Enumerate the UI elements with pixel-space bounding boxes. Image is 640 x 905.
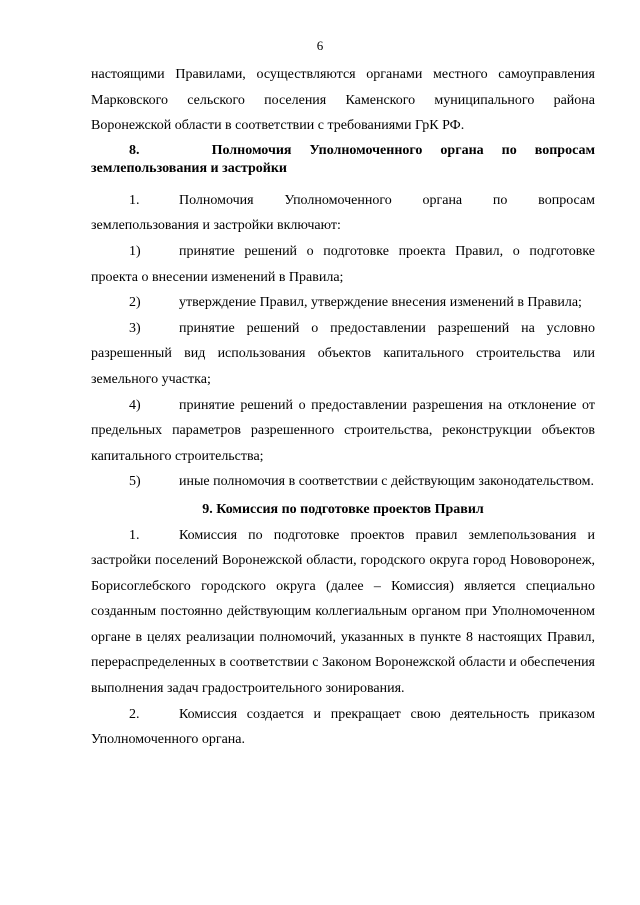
- section-8-paragraph-1: [91, 188, 595, 239]
- list-item: [91, 393, 595, 470]
- list-item-text: принятие решений о предоставлении разрешений на условно разрешенный вид использования объектов капитального строительства или земельного участка;: [91, 320, 595, 387]
- intro-paragraph: настоящими Правилами, осуществляются органами местного самоуправления Марковского сельского поселения Каменского муниципального района Воронежской области в соответствии с требованиями ГрК РФ.: [91, 67, 595, 134]
- list-item: [91, 316, 595, 393]
- list-item-text: утверждение Правил, утверждение внесения изменений в Правила;: [179, 295, 582, 311]
- list-item-number: 5): [129, 474, 141, 490]
- paragraph-number: 2.: [129, 706, 140, 722]
- list-item-number: 3): [129, 320, 141, 336]
- document-body: [91, 62, 595, 753]
- paragraph-text: Полномочия Уполномоченного органа по вопросам землепользования и застройки включают:: [91, 192, 595, 234]
- section-9-paragraph-1: [91, 523, 595, 702]
- list-item-text: принятие решений о предоставлении разрешения на отклонение от предельных параметров разрешенного строительства, реконструкции объектов капитального строительства;: [91, 397, 595, 464]
- spacer: [91, 178, 595, 188]
- list-item: [91, 290, 595, 316]
- paragraph-number: 1.: [129, 527, 140, 543]
- paragraph-text: Комиссия создается и прекращает свою деятельность приказом Уполномоченного органа.: [91, 706, 595, 748]
- list-item-text: иные полномочия в соответствии с действующим законодательством.: [179, 474, 594, 490]
- paragraph-text: Комиссия по подготовке проектов правил землепользования и застройки поселений Воронежской области, городского округа город Нововоронеж, Борисоглебского городского округа (далее – Комиссия) является специально созданным постоянно действующим коллегиальным органом при Уполномоченном органе в целях реализации полномочий, указанных в пункте 8 настоящих Правил, перераспределенных в соответствии с Законом Воронежской области и обеспечения выполнения задач градостроительного зонирования.: [91, 527, 595, 697]
- section-8-heading: 8. Полномочия Уполномоченного органа по вопросам землепользования и застройки: [91, 142, 595, 176]
- list-item: [91, 239, 595, 290]
- section-9-paragraph-2: [91, 702, 595, 753]
- list-item-number: 4): [129, 397, 141, 413]
- section-9-heading: 9. Комиссия по подготовке проектов Правил: [202, 501, 484, 517]
- paragraph-number: 1.: [129, 192, 140, 208]
- list-item: [91, 469, 595, 495]
- list-item-number: 1): [129, 243, 141, 259]
- list-item-number: 2): [129, 295, 141, 311]
- page-number: 6: [316, 38, 324, 53]
- list-item-text: принятие решений о подготовке проекта Правил, о подготовке проекта о внесении изменений в Правила;: [91, 243, 595, 285]
